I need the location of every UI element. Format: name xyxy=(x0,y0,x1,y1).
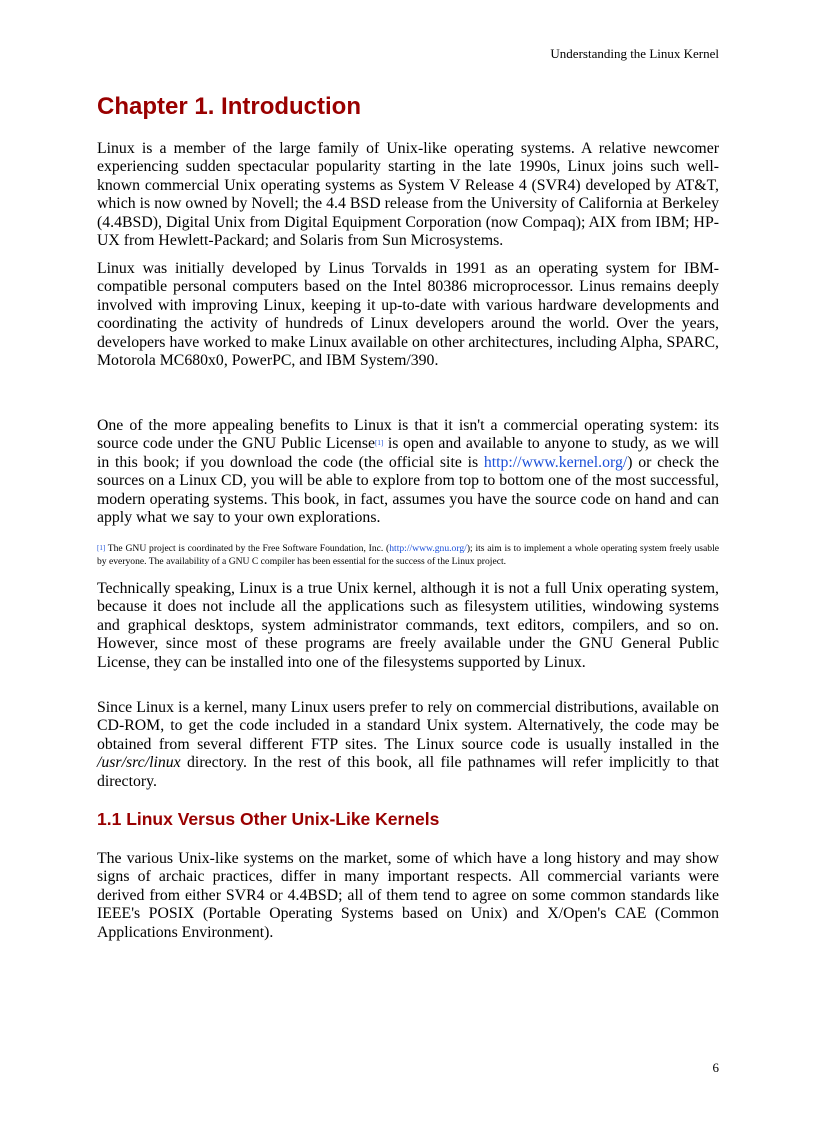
footnote-ref[interactable]: [1] xyxy=(375,439,384,448)
paragraph-5 xyxy=(97,699,719,791)
paragraph-4: Technically speaking, Linux is a true Unix kernel, although it is not a full Unix operating system, because it does not include all the applications such as filesystem utilities, windowing systems and graphical desktops, system administrator commands, text editors, compilers, and so on. However, since most of these programs are freely available under the GNU General Public License, they can be installed into one of the filesystems supported by Linux. xyxy=(97,580,719,671)
text: directory. In the rest of this book, all file pathnames will refer implicitly to that directory. xyxy=(97,754,719,790)
paragraph-6: The various Unix-like systems on the market, some of which have a long history and may show signs of archaic practices, differ in many important respects. All commercial variants were derived from either SVR4 or 4.4BSD; all of them tend to agree on some common standards like IEEE's POSIX (Portable Operating Systems based on Unix) and X/Open's CAE (Common Applications Environment). xyxy=(97,850,719,941)
kernel-org-link[interactable]: http://www.kernel.org/ xyxy=(483,453,628,471)
text: Since Linux is a kernel, many Linux users prefer to rely on commercial distributions, available on CD-ROM, to get the code included in a standard Unix system. Alternatively, the code may be obtained from several different FTP sites. The Linux source code is usually installed in the xyxy=(97,699,719,753)
footnote-mark[interactable]: [1] xyxy=(97,544,106,552)
paragraph-1: Linux is a member of the large family of Unix-like operating systems. A relative newcomer experiencing sudden spectacular popularity starting in the late 1990s, Linux joins such well-known commercial Unix operating systems as System V Release 4 (SVR4) developed by AT&T, which is now owned by Novell; the 4.4 BSD release from the University of California at Berkeley (4.4BSD), Digital Unix from Digital Equipment Corporation (now Compaq); AIX from IBM; HP-UX from Hewlett-Packard; and Solaris from Sun Microsystems. xyxy=(97,140,719,250)
path: /usr/src/linux xyxy=(97,754,181,772)
footnote xyxy=(97,543,719,568)
section-heading: 1.1 Linux Versus Other Unix-Like Kernels xyxy=(97,809,440,829)
chapter-title: Chapter 1. Introduction xyxy=(97,93,361,120)
text: The GNU project is coordinated by the Free Software Foundation, Inc. ( xyxy=(105,543,390,554)
text: is open and available to anyone to study, as we will in this book; if you download the code (the official site is xyxy=(97,435,719,471)
paragraph-3 xyxy=(97,417,719,527)
page-number: 6 xyxy=(712,1060,719,1075)
gnu-org-link[interactable]: http://www.gnu.org/ xyxy=(389,543,467,554)
text: ) or check the sources on a Linux CD, you will be able to explore from top to bottom one of the most successful, modern operating systems. This book, in fact, assumes you have the source code on hand and can apply what we say to your own explorations. xyxy=(97,453,719,527)
text: One of the more appealing benefits to Linux is that it isn't a commercial operating system: its source code under the GNU Public License xyxy=(97,417,719,453)
text: ); its aim is to implement a whole operating system freely usable by everyone. The availability of a GNU C compiler has been essential for the success of the Linux project. xyxy=(97,543,719,567)
running-header: Understanding the Linux Kernel xyxy=(550,46,719,61)
paragraph-2: Linux was initially developed by Linus Torvalds in 1991 as an operating system for IBM-compatible personal computers based on the Intel 80386 microprocessor. Linus remains deeply involved with improving Linux, keeping it up-to-date with various hardware developments and coordinating the activity of hundreds of Linux developers around the world. Over the years, developers have worked to make Linux available on other architectures, including Alpha, SPARC, Motorola MC680x0, PowerPC, and IBM System/390. xyxy=(97,260,719,370)
